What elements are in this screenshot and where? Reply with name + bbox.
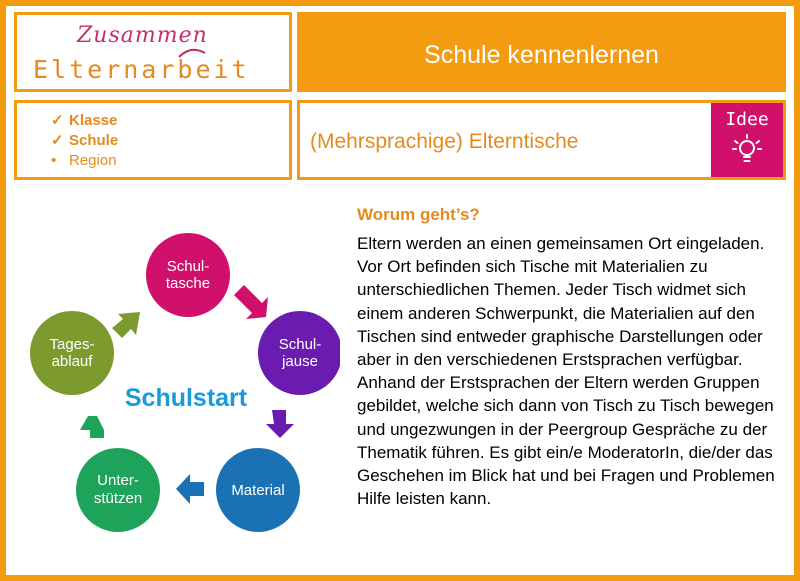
- level-item-schule: [51, 131, 118, 151]
- node-label-line: Unter-: [97, 472, 139, 489]
- idee-label: Idee: [725, 109, 769, 130]
- node-schultasche: [146, 233, 230, 317]
- bullet-icon: •: [51, 152, 57, 169]
- node-label-line: ablauf: [51, 353, 93, 370]
- logo-main-text: Elternarbeit: [33, 55, 250, 84]
- lightbulb-icon: [731, 133, 763, 167]
- level-item-klasse: [51, 111, 118, 131]
- node-label-line: Tages-: [49, 336, 95, 353]
- node-label-line: jause: [282, 353, 318, 370]
- content-body: Eltern werden an einen gemeinsamen Ort eingeladen. Vor Ort befinden sich Tische mit Materialien zu unterschiedlichen Themen. Jeder Tisch widmet sich einem anderen Schwerpunkt, die Materialien auf den Tischen sind entweder graphische Darstellungen oder aber in den verschiedenen Erstsprachen verfügbar. Anhand der Erstsprachen der Eltern werden Gruppen gebildet, welche sich dann von Tisch zu Tisch bewegen und ungezwungen in der Peergroup Gespräche zu der Thematik führen. Es gibt ein/e ModeratorIn, die/der das Geschehen im Blick hat und bei Fragen und Problemen Hilfe leisten kann.: [357, 234, 775, 509]
- subtitle: (Mehrsprachige) Elterntische: [310, 130, 579, 153]
- level-label: Region: [69, 152, 117, 169]
- level-list-box: [14, 100, 292, 180]
- node-unterstuetzen: [76, 448, 160, 532]
- node-schuljause: [258, 311, 340, 395]
- arrow-icon: [266, 410, 294, 438]
- checkmark-icon: ✓: [51, 112, 64, 129]
- node-material: [216, 448, 300, 532]
- node-tagesablauf: [30, 311, 114, 395]
- idee-badge: [711, 103, 783, 177]
- level-list: [51, 111, 118, 171]
- checkmark-icon: ✓: [51, 132, 64, 149]
- node-label-line: Schul-: [166, 258, 210, 275]
- level-label: Klasse: [69, 112, 118, 129]
- arrow-icon: [234, 285, 268, 319]
- node-label-line: Material: [231, 482, 285, 499]
- node-label-line: stützen: [93, 490, 143, 507]
- title-banner: [297, 12, 786, 92]
- node-label-line: Schul-: [278, 336, 322, 353]
- logo-script-text: Zusammen: [77, 23, 208, 48]
- diagram-center-label: Schulstart: [124, 384, 248, 412]
- arrow-icon: [80, 416, 104, 438]
- subtitle-box: [297, 100, 786, 180]
- arrow-icon: [112, 312, 140, 338]
- node-label-line: tasche: [165, 275, 211, 292]
- schulstart-cycle-diagram: [0, 180, 340, 580]
- arrow-icon: [176, 474, 204, 504]
- level-label: Schule: [69, 132, 119, 149]
- level-item-region: [51, 151, 118, 171]
- content-heading: Worum geht’s?: [357, 205, 480, 224]
- page-title: Schule kennenlernen: [424, 41, 659, 69]
- logo-box: [14, 12, 292, 92]
